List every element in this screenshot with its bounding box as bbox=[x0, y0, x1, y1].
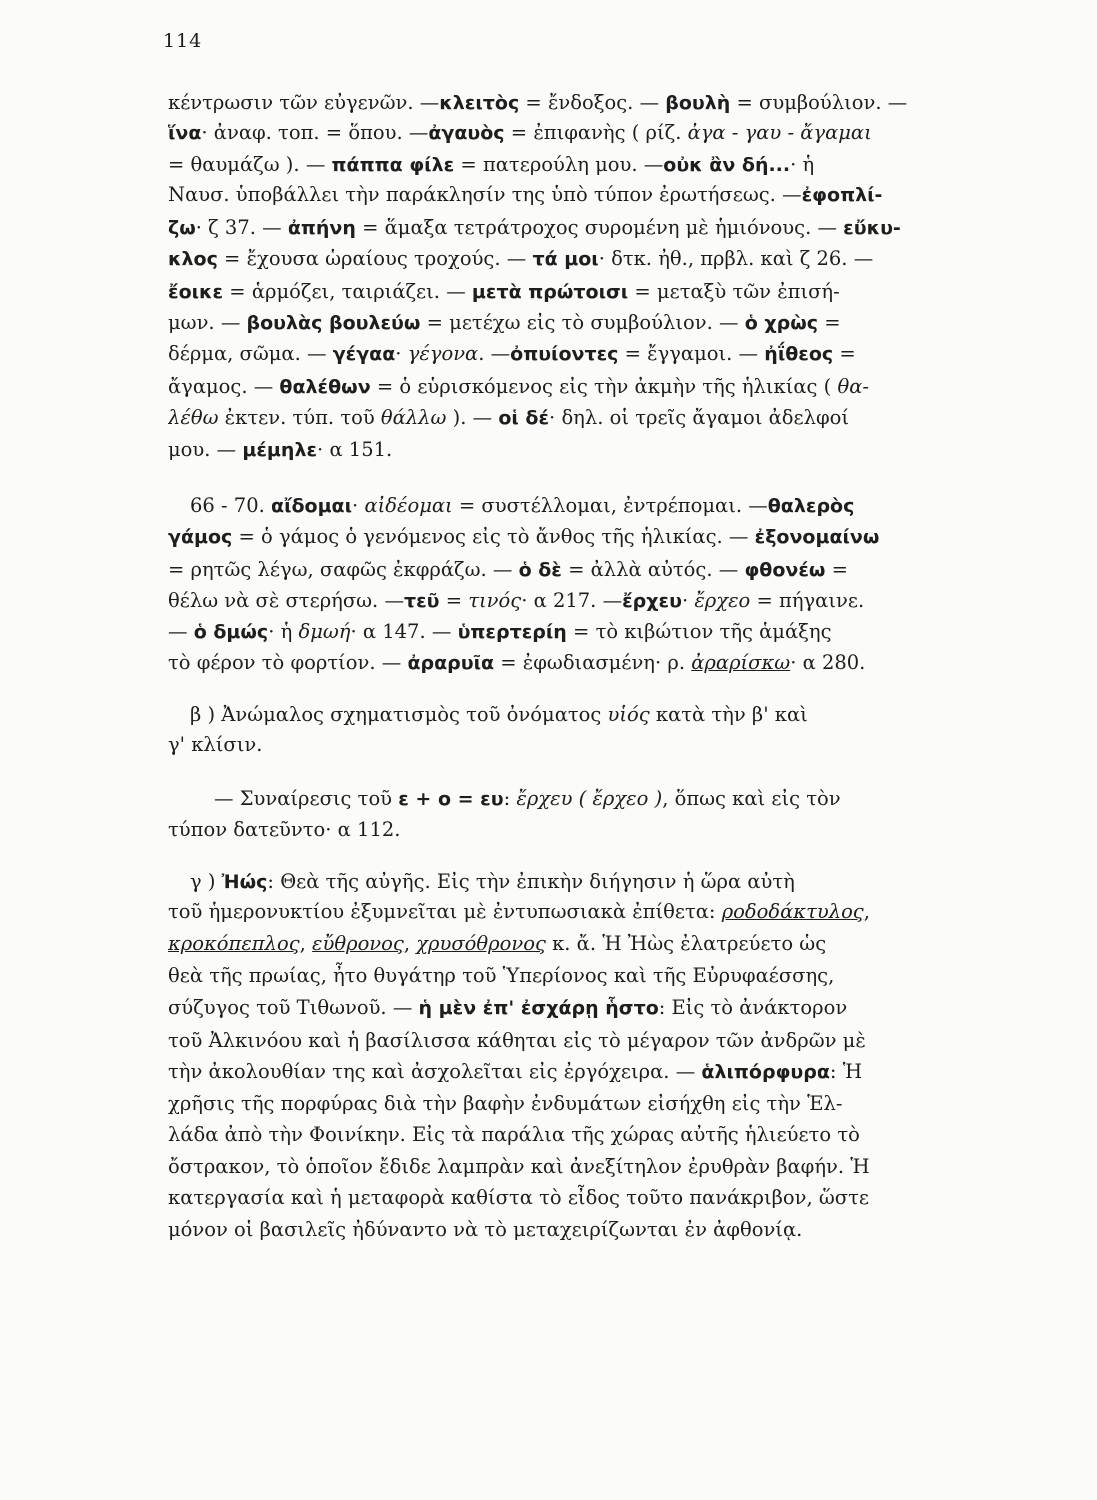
text-line: δέρμα, σῶμα. — γέγαα· γέγονα. —ὀπυίοντες = ἔγγαμοι. — ἠΐθεος = bbox=[168, 342, 856, 365]
text-line: γ ) Ἠώς: Θεὰ τῆς αὐγῆς. Εἰς τὴν ἐπικὴν διήγησιν ἡ ὥρα αὐτὴ bbox=[190, 870, 795, 893]
text-line: ἔοικε = ἁρμόζει, ταιριάζει. — μετὰ πρώτοισι = μεταξὺ τῶν ἐπισή- bbox=[168, 280, 840, 303]
text-line: ἄγαμος. — θαλέθων = ὁ εὑρισκόμενος εἰς τὴν ἀκμὴν τῆς ἡλικίας ( θα- bbox=[168, 375, 869, 398]
text-line: λέθω ἐκτεν. τύπ. τοῦ θάλλω ). — οἱ δέ· δηλ. οἱ τρεῖς ἄγαμοι ἀδελφοί bbox=[168, 406, 849, 429]
text-line: ἵνα· ἀναφ. τοπ. = ὅπου. —ἀγαυὸς = ἐπιφανὴς ( ρίζ. ἀγα - γαυ - ἄγαμαι bbox=[168, 121, 872, 144]
text-line: κατεργασία καὶ ἡ μεταφορὰ καθίστα τὸ εἶδος τοῦτο πανάκριβον, ὥστε bbox=[168, 1186, 869, 1209]
text-line: κροκόπεπλος, εὔθρονος, χρυσόθρονος κ. ἄ. Ἡ Ἠὼς ἐλατρεύετο ὡς bbox=[168, 932, 827, 955]
text-line: γάμος = ὁ γάμος ὁ γενόμενος εἰς τὸ ἄνθος τῆς ἡλικίας. — ἐξονομαίνω bbox=[168, 525, 880, 548]
text-line: τὸ φέρον τὸ φορτίον. — ἀραρυῖα = ἐφωδιασμένη· ρ. ἀραρίσκω· α 280. bbox=[168, 651, 866, 674]
text-line: μου. — μέμηλε· α 151. bbox=[168, 438, 393, 461]
text-line: τοῦ Ἀλκινόου καὶ ἡ βασίλισσα κάθηται εἰς τὸ μέγαρον τῶν ἀνδρῶν μὲ bbox=[168, 1029, 866, 1052]
text-line: κλος = ἔχουσα ὡραίους τροχούς. — τά μοι· δτκ. ἠθ., πρβλ. καὶ ζ 26. — bbox=[168, 247, 874, 270]
text-line: γ' κλίσιν. bbox=[168, 733, 263, 756]
text-line: θεὰ τῆς πρωίας, ἦτο θυγάτηρ τοῦ Ὑπερίονος καὶ τῆς Εὐρυφαέσσης, bbox=[168, 964, 835, 987]
text-line: ὄστρακον, τὸ ὁποῖον ἔδιδε λαμπρὰν καὶ ἀνεξίτηλον ἐρυθρὰν βαφήν. Ἡ bbox=[168, 1155, 870, 1178]
text-line: τύπον δατεῦντο· α 112. bbox=[168, 818, 401, 841]
page-number: 114 bbox=[163, 30, 203, 52]
text-line: χρῆσις τῆς πορφύρας διὰ τὴν βαφὴν ἐνδυμάτων εἰσήχθη εἰς τὴν Ἑλ- bbox=[168, 1092, 843, 1115]
text-line: ζω· ζ 37. — ἀπήνη = ἅμαξα τετράτροχος συρομένη μὲ ἡμιόνους. — εὔκυ- bbox=[168, 216, 901, 239]
text-line: Ναυσ. ὑποβάλλει τὴν παράκλησίν της ὑπὸ τύπον ἐρωτήσεως. —ἐφοπλί- bbox=[168, 183, 883, 206]
text-line: μόνον οἱ βασιλεῖς ἠδύναντο νὰ τὸ μεταχειρίζωνται ἐν ἀφθονίᾳ. bbox=[168, 1218, 803, 1241]
text-line: μων. — βουλὰς βουλεύω = μετέχω εἰς τὸ συμβούλιον. — ὁ χρὼς = bbox=[168, 311, 841, 334]
text-line: — Συναίρεσις τοῦ ε + ο = ευ: ἔρχευ ( ἔρχεο ), ὅπως καὶ εἰς τὸν bbox=[214, 787, 841, 810]
text-line: σύζυγος τοῦ Τιθωνοῦ. — ἡ μὲν ἐπ' ἐσχάρῃ ἧστο: Εἰς τὸ ἀνάκτορον bbox=[168, 996, 848, 1019]
text-line: τὴν ἀκολουθίαν της καὶ ἀσχολεῖται εἰς ἐργόχειρα. — ἁλιπόρφυρα: Ἡ bbox=[168, 1060, 863, 1083]
text-line: θέλω νὰ σὲ στερήσω. —τεῦ = τινός· α 217. —ἔρχευ· ἔρχεο = πήγαινε. bbox=[168, 589, 865, 612]
text-line: 66 - 70. αἴδομαι· αἰδέομαι = συστέλλομαι, ἐντρέπομαι. —θαλερὸς bbox=[190, 494, 855, 517]
text-line: β ) Ἀνώμαλος σχηματισμὸς τοῦ ὀνόματος υἱός κατὰ τὴν β' καὶ bbox=[190, 703, 808, 726]
text-line: τοῦ ἡμερονυκτίου ἐξυμνεῖται μὲ ἐντυπωσιακὰ ἐπίθετα: ροδοδάκτυλος, bbox=[168, 900, 870, 923]
text-line: = θαυμάζω ). — πάππα φίλε = πατερούλη μου. —οὐκ ἂν δή...· ἡ bbox=[168, 153, 815, 176]
text-line: λάδα ἀπὸ τὴν Φοινίκην. Εἰς τὰ παράλια τῆς χώρας αὐτῆς ἡλιεύετο τὸ bbox=[168, 1123, 860, 1146]
text-line: κέντρωσιν τῶν εὐγενῶν. —κλειτὸς = ἔνδοξος. — βουλὴ = συμβούλιον. — bbox=[168, 91, 908, 114]
text-line: — ὁ δμώς· ἡ δμωή· α 147. — ὑπερτερίη = τὸ κιβώτιον τῆς ἁμάξης bbox=[168, 620, 832, 643]
text-line: = ρητῶς λέγω, σαφῶς ἐκφράζω. — ὁ δὲ = ἀλλὰ αὐτός. — φθονέω = bbox=[168, 558, 848, 581]
